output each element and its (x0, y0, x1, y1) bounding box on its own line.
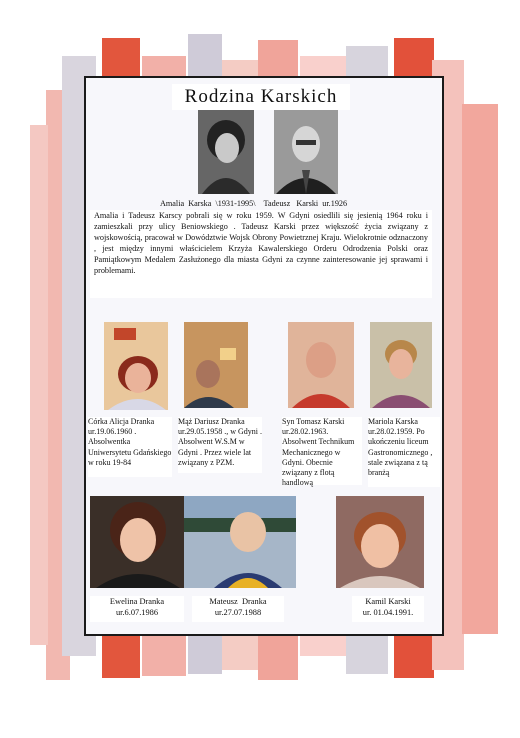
intro-text: Amalia i Tadeusz Karscy pobrali się w roku 1959. W Gdyni osiedlili się jesienią 1964 roku i zamieszkali przy ulicy Beniowskiego . Tadeusz Karski przez większość życia związany z wojskowością, pracował w Dowództwie Wojsk Obrony Powietrznej Kraju. Wielokrotnie odznaczony , jest między innymi właścicielem Krzyża Kawalerskiego Orderu Odrodzenia Polski oraz Pamiątkowym Medalem Zasłużonego dla miasta Gdyni za czynne zainteresowanie jej sprawami i problemami. (94, 211, 428, 275)
photo-mariola (370, 322, 432, 408)
caption-ewelina (90, 596, 184, 622)
caption-dariusz: Mąż Dariusz Dranka ur.29.05.1958 ., w Gdyni . Absolwent W.S.M w Gdyni . Przez wiele lat związany z PZM. (178, 417, 262, 473)
caption-mateusz (192, 596, 284, 622)
mateusz-born: ur.27.07.1988 (214, 608, 262, 617)
photo-amalia (198, 110, 254, 194)
ewelina-name: Ewelina Dranka (109, 597, 165, 606)
family-intro (90, 210, 432, 298)
photo-kamil (336, 496, 424, 588)
mateusz-name: Mateusz Dranka (209, 597, 267, 606)
ewelina-born: ur.6.07.1986 (115, 608, 159, 617)
caption-tomasz: Syn Tomasz Karski ur.28.02.1963. Absolwent Technikum Mechanicznego w Gdyni. Obecnie związany z flotą handlową (282, 417, 362, 485)
page-title: Rodzina Karskich (172, 84, 350, 110)
photo-mateusz (184, 496, 296, 588)
photo-tadeusz (274, 110, 338, 194)
photo-dariusz (184, 322, 248, 408)
photo-ewelina (90, 496, 184, 588)
parents-caption: Amalia Karska \1931-1995\ Tadeusz Karski ur.1926 (160, 199, 348, 208)
caption-alicja: Córka Alicja Dranka ur.19.06.1960 . Absolwentka Uniwersytetu Gdańskiego w roku 19-84 (88, 417, 172, 477)
caption-kamil (352, 596, 424, 622)
kamil-name: Kamil Karski (365, 597, 411, 606)
photo-alicja (104, 322, 168, 410)
caption-mariola: Mariola Karska ur.28.02.1959. Po ukończeniu liceum Gastronomicznego , stale związana z tą branżą (368, 417, 440, 487)
photo-tomasz (288, 322, 354, 408)
kamil-born: ur. 01.04.1991. (362, 608, 414, 617)
